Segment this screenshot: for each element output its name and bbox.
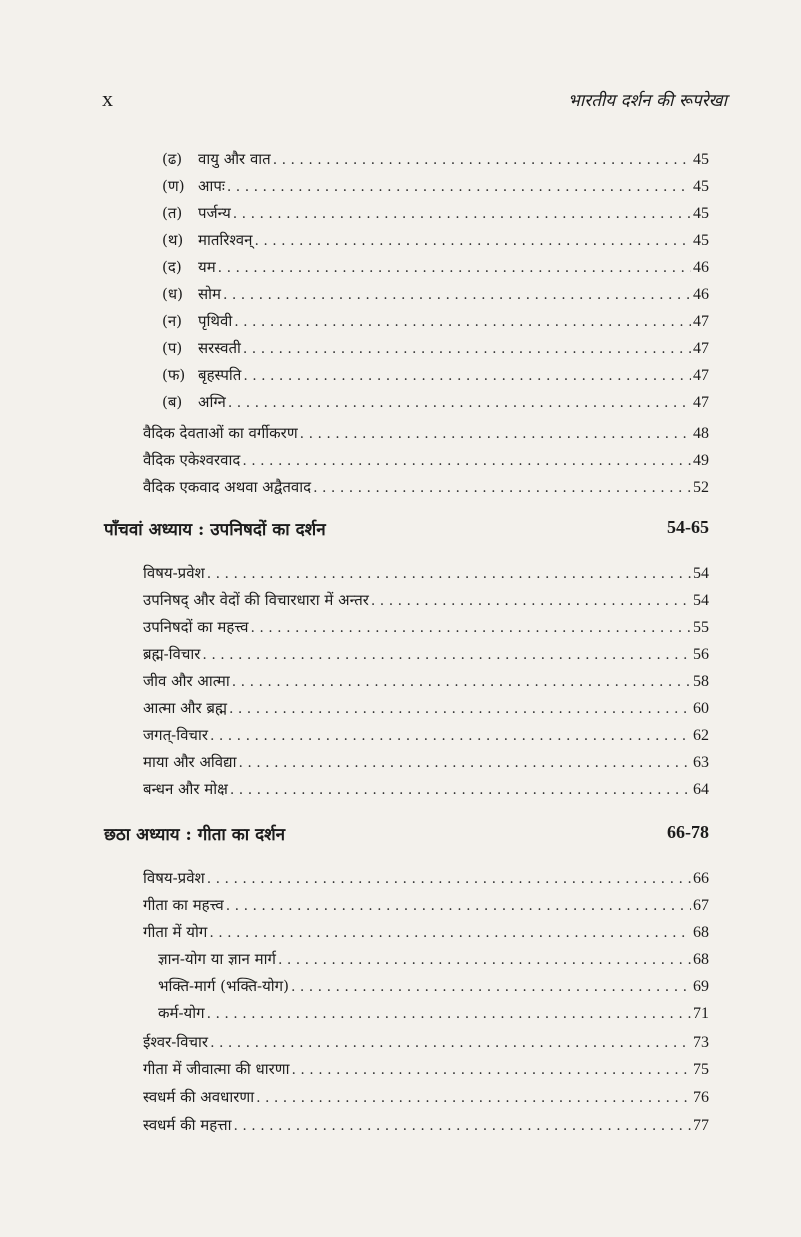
entry-page: 45 <box>693 205 709 222</box>
toc-entry <box>143 1056 709 1083</box>
entry-page: 58 <box>693 673 709 690</box>
toc-entry <box>143 1112 709 1139</box>
entry-title: मातरिश्वन् <box>198 231 253 249</box>
entry-page: 64 <box>693 781 709 798</box>
entry-title: स्वधर्म की अवधारणा <box>143 1088 255 1106</box>
entry-title: जगत्-विचार <box>143 726 208 744</box>
toc-entry <box>162 389 709 416</box>
toc-entry <box>143 892 709 919</box>
entry-title: ब्रह्म-विचार <box>143 645 201 663</box>
entry-title: ज्ञान-योग या ज्ञान मार्ग <box>158 950 276 968</box>
toc-entry <box>143 1084 709 1111</box>
entry-title: बृहस्पति <box>198 366 242 384</box>
entry-prefix: (ण) <box>162 177 185 195</box>
entry-page: 75 <box>693 1061 709 1078</box>
toc-entry <box>143 560 709 587</box>
dot-leader <box>209 920 691 947</box>
entry-title: यम <box>198 258 216 276</box>
dot-leader <box>234 1113 692 1140</box>
entry-page: 49 <box>693 452 709 469</box>
dot-leader <box>207 1001 691 1028</box>
toc-entry <box>143 447 709 474</box>
entry-title: आत्मा और ब्रह्म <box>143 699 227 717</box>
dot-leader <box>207 561 691 588</box>
dot-leader <box>229 696 691 723</box>
dot-leader <box>223 282 691 309</box>
page-header <box>102 86 727 116</box>
dot-leader <box>292 1057 692 1084</box>
entry-page: 54 <box>693 565 709 582</box>
toc-entry <box>143 865 709 892</box>
entry-prefix: (फ) <box>162 366 186 384</box>
entry-prefix: (ढ) <box>162 150 183 168</box>
entry-page: 45 <box>693 178 709 195</box>
toc-entry <box>162 362 709 389</box>
dot-leader <box>227 174 691 201</box>
page-number: x <box>102 86 113 111</box>
entry-title: अग्नि <box>198 393 226 411</box>
toc-subentry <box>158 973 709 1000</box>
toc-entry <box>143 695 709 722</box>
entry-title: जीव और आत्मा <box>143 672 230 690</box>
entry-title: स्वधर्म की महत्ता <box>143 1116 232 1134</box>
toc-entry <box>162 200 709 227</box>
dot-leader <box>254 228 691 255</box>
chapter-page-range: 66-78 <box>667 822 709 842</box>
entry-title: सोम <box>198 285 221 303</box>
toc-entry <box>143 919 709 946</box>
dot-leader <box>242 448 691 475</box>
entry-page: 76 <box>693 1089 709 1106</box>
entry-page: 47 <box>693 394 709 411</box>
entry-page: 63 <box>693 754 709 771</box>
entry-title: सरस्वती <box>198 339 241 357</box>
dot-leader <box>226 893 691 920</box>
toc-entry <box>143 587 709 614</box>
dot-leader <box>371 588 691 615</box>
entry-title: आपः <box>198 177 225 195</box>
entry-page: 69 <box>693 978 709 995</box>
entry-title: वैदिक एकवाद अथवा अद्वैतवाद <box>143 478 312 496</box>
entry-page: 48 <box>693 425 709 442</box>
dot-leader <box>233 201 691 228</box>
entry-title: उपनिषदों का महत्त्व <box>143 618 249 636</box>
dot-leader <box>243 336 691 363</box>
entry-title: वायु और वात <box>198 150 271 168</box>
toc-entry <box>162 335 709 362</box>
dot-leader <box>273 147 691 174</box>
entry-prefix: (द) <box>162 258 182 276</box>
toc-entry <box>143 749 709 776</box>
toc-entry <box>143 614 709 641</box>
dot-leader <box>228 390 691 417</box>
entry-page: 67 <box>693 897 709 914</box>
entry-page: 46 <box>693 286 709 303</box>
toc-entry <box>143 668 709 695</box>
dot-leader <box>291 974 691 1001</box>
toc-entry <box>162 146 709 173</box>
entry-page: 45 <box>693 151 709 168</box>
entry-page: 55 <box>693 619 709 636</box>
entry-prefix: (प) <box>162 339 183 357</box>
entry-title: गीता में योग <box>143 923 208 941</box>
chapter-heading <box>104 822 709 845</box>
entry-title: पर्जन्य <box>198 204 231 222</box>
entry-title: गीता का महत्त्व <box>143 896 224 914</box>
toc-subentry <box>158 946 709 973</box>
dot-leader <box>210 1030 691 1057</box>
entry-title: उपनिषद् और वेदों की विचारधारा में अन्तर <box>143 591 369 609</box>
entry-page: 71 <box>693 1005 709 1022</box>
entry-page: 56 <box>693 646 709 663</box>
dot-leader <box>278 947 691 974</box>
dot-leader <box>234 309 691 336</box>
entry-title: विषय-प्रवेश <box>143 869 205 887</box>
toc-entry <box>143 474 709 501</box>
entry-page: 68 <box>693 924 709 941</box>
chapter-page-range: 54-65 <box>667 517 709 537</box>
entry-title: वैदिक देवताओं का वर्गीकरण <box>143 424 298 442</box>
entry-page: 47 <box>693 340 709 357</box>
entry-title: भक्ति-मार्ग (भक्ति-योग) <box>158 977 289 995</box>
entry-page: 73 <box>693 1034 709 1051</box>
entry-page: 45 <box>693 232 709 249</box>
chapter-title: छठा अध्याय : गीता का दर्शन <box>104 825 286 845</box>
toc-entry <box>162 254 709 281</box>
dot-leader <box>210 723 691 750</box>
dot-leader <box>300 421 691 448</box>
dot-leader <box>250 615 691 642</box>
chapter-heading <box>104 517 709 540</box>
entry-prefix: (त) <box>162 204 183 222</box>
entry-page: 47 <box>693 313 709 330</box>
entry-prefix: (थ) <box>162 231 184 249</box>
toc-entry <box>143 776 709 803</box>
entry-title: बन्धन और मोक्ष <box>143 780 228 798</box>
entry-page: 60 <box>693 700 709 717</box>
toc-entry <box>143 1029 709 1056</box>
dot-leader <box>207 866 691 893</box>
entry-title: पृथिवी <box>198 312 233 330</box>
toc-entry <box>143 641 709 668</box>
toc-entry <box>162 281 709 308</box>
dot-leader <box>230 777 691 804</box>
entry-title: ईश्वर-विचार <box>143 1033 209 1051</box>
entry-page: 62 <box>693 727 709 744</box>
dot-leader <box>218 255 691 282</box>
chapter-title: पाँचवां अध्याय : उपनिषदों का दर्शन <box>104 520 326 540</box>
toc-entry <box>162 173 709 200</box>
entry-title: कर्म-योग <box>158 1004 205 1022</box>
entry-page: 52 <box>693 479 709 496</box>
toc-entry <box>162 308 709 335</box>
entry-page: 68 <box>693 951 709 968</box>
entry-page: 54 <box>693 592 709 609</box>
dot-leader <box>232 669 691 696</box>
dot-leader <box>238 750 691 777</box>
entry-page: 46 <box>693 259 709 276</box>
entry-prefix: (ध) <box>162 285 183 303</box>
entry-prefix: (न) <box>162 312 183 330</box>
toc-entry <box>143 722 709 749</box>
toc-subentry <box>158 1000 709 1027</box>
dot-leader <box>313 475 691 502</box>
dot-leader <box>243 363 691 390</box>
running-title: भारतीय दर्शन की रूपरेखा <box>567 91 727 111</box>
entry-title: गीता में जीवात्मा की धारणा <box>143 1060 290 1078</box>
toc-entry <box>143 420 709 447</box>
entry-title: वैदिक एकेश्वरवाद <box>143 451 241 469</box>
dot-leader <box>256 1085 691 1112</box>
dot-leader <box>202 642 691 669</box>
toc-entry <box>162 227 709 254</box>
entry-title: माया और अविद्या <box>143 753 237 771</box>
entry-prefix: (ब) <box>162 393 183 411</box>
entry-page: 66 <box>693 870 709 887</box>
entry-page: 47 <box>693 367 709 384</box>
entry-page: 77 <box>693 1117 709 1134</box>
entry-title: विषय-प्रवेश <box>143 564 205 582</box>
